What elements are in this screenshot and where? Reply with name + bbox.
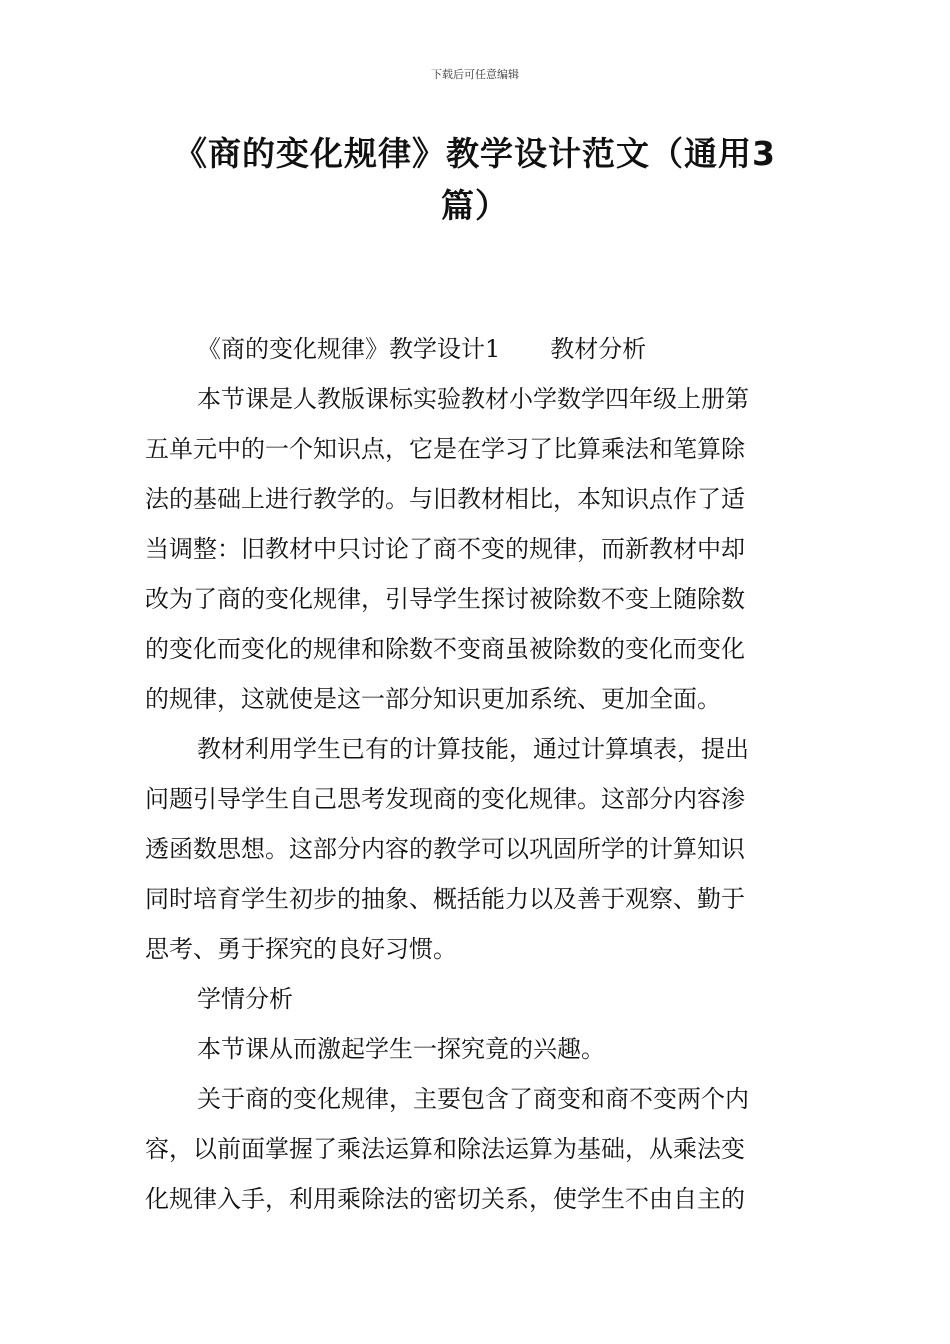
paragraph-line: 的规律，这就使是这一部分知识更加系统、更加全面。 bbox=[145, 685, 721, 713]
paragraph-line: 关于商的变化规律，主要包含了商变和商不变两个内 bbox=[197, 1085, 749, 1113]
paragraph-line: 同时培育学生初步的抽象、概括能力以及善于观察、勤于 bbox=[145, 885, 745, 913]
paragraph-line: 化规律入手，利用乘除法的密切关系，使学生不由自主的 bbox=[145, 1185, 745, 1213]
paragraph-line: 本节课从而激起学生一探究竟的兴趣。 bbox=[197, 1035, 605, 1063]
paragraph-line: 当调整：旧教材中只讨论了商不变的规律，而新教材中却 bbox=[145, 535, 745, 563]
section-heading-right: 教材分析 bbox=[550, 335, 647, 363]
paragraph-line: 问题引导学生自己思考发现商的变化规律。这部分内容渗 bbox=[145, 785, 745, 813]
paragraph-line: 透函数思想。这部分内容的教学可以巩固所学的计算知识 bbox=[145, 835, 745, 863]
header-note: 下载后可任意编辑 bbox=[431, 68, 519, 81]
paragraph-line: 五单元中的一个知识点，它是在学习了比算乘法和笔算除 bbox=[145, 435, 745, 463]
paragraph-line: 本节课是人教版课标实验教材小学数学四年级上册第 bbox=[197, 385, 749, 413]
document-body bbox=[145, 324, 805, 1224]
section-heading-left: 《商的变化规律》教学设计1 bbox=[197, 335, 501, 363]
paragraph-line: 教材利用学生已有的计算技能，通过计算填表，提出 bbox=[197, 735, 749, 763]
document-title bbox=[140, 128, 810, 232]
title-line-1: 《商的变化规律》教学设计范文（通用3 bbox=[174, 134, 776, 173]
subheading-learning-analysis: 学情分析 bbox=[197, 985, 293, 1013]
section-heading bbox=[145, 324, 805, 374]
paragraph-line: 改为了商的变化规律，引导学生探讨被除数不变上随除数 bbox=[145, 585, 745, 613]
title-line-2: 篇） bbox=[441, 186, 509, 225]
paragraph-line: 法的基础上进行教学的。与旧教材相比，本知识点作了适 bbox=[145, 485, 745, 513]
paragraph-line: 容，以前面掌握了乘法运算和除法运算为基础，从乘法变 bbox=[145, 1135, 745, 1163]
paragraph-line: 思考、勇于探究的良好习惯。 bbox=[145, 935, 457, 963]
paragraph-line: 的变化而变化的规律和除数不变商虽被除数的变化而变化 bbox=[145, 635, 745, 663]
